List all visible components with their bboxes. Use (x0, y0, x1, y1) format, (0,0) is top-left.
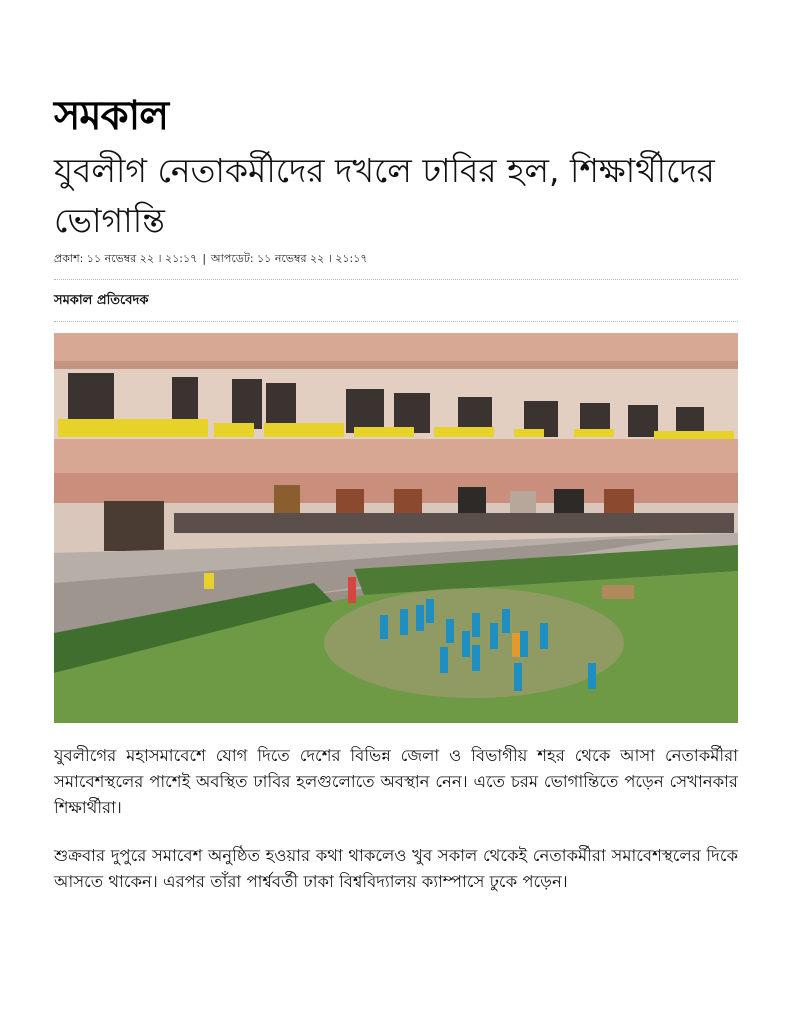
article-meta (54, 250, 368, 269)
published-date: প্রকাশ: ১১ নভেম্বর ২২ । ২১:১৭ (54, 252, 198, 265)
byline: সমকাল প্রতিবেদক (54, 293, 149, 308)
paragraph-2: শুক্রবার দুপুরে সমাবেশ অনুষ্ঠিত হওয়ার কথা থাকলেও খুব সকাল থেকেই নেতাকর্মীরা সমাবেশস্থলের দিকে আসতে থাকেন। এরপর তাঁরা পার্শ্ববর্তী ঢাকা বিশ্ববিদ্যালয় ক্যাম্পাসে ঢুকে পড়েন। (54, 846, 738, 891)
campus-hall-photo-icon (54, 333, 738, 723)
paragraph-1: যুবলীগের মহাসমাবেশে যোগ দিতে দেশের বিভিন্ন জেলা ও বিভাগীয় শহর থেকে আসা নেতাকর্মীরা সমাবেশস্থলের পাশেই অবস্থিত ঢাবির হলগুলোতে অবস্থান নেন। এতে চরম ভোগান্তিতে পড়েন সেখানকার শিক্ষার্থীরা। (54, 746, 738, 817)
divider-top (54, 279, 738, 280)
masthead-logo[interactable]: সমকাল (54, 93, 169, 139)
divider-bottom (54, 321, 738, 322)
updated-date: আপডেট: ১১ নভেম্বর ২২ । ২১:১৭ (211, 252, 368, 265)
article-photo (54, 333, 738, 723)
article-headline: যুবলীগ নেতাকর্মীদের দখলে ঢাবির হল, শিক্ষার্থীদের ভোগান্তি (54, 151, 715, 240)
meta-separator: | (202, 252, 207, 265)
